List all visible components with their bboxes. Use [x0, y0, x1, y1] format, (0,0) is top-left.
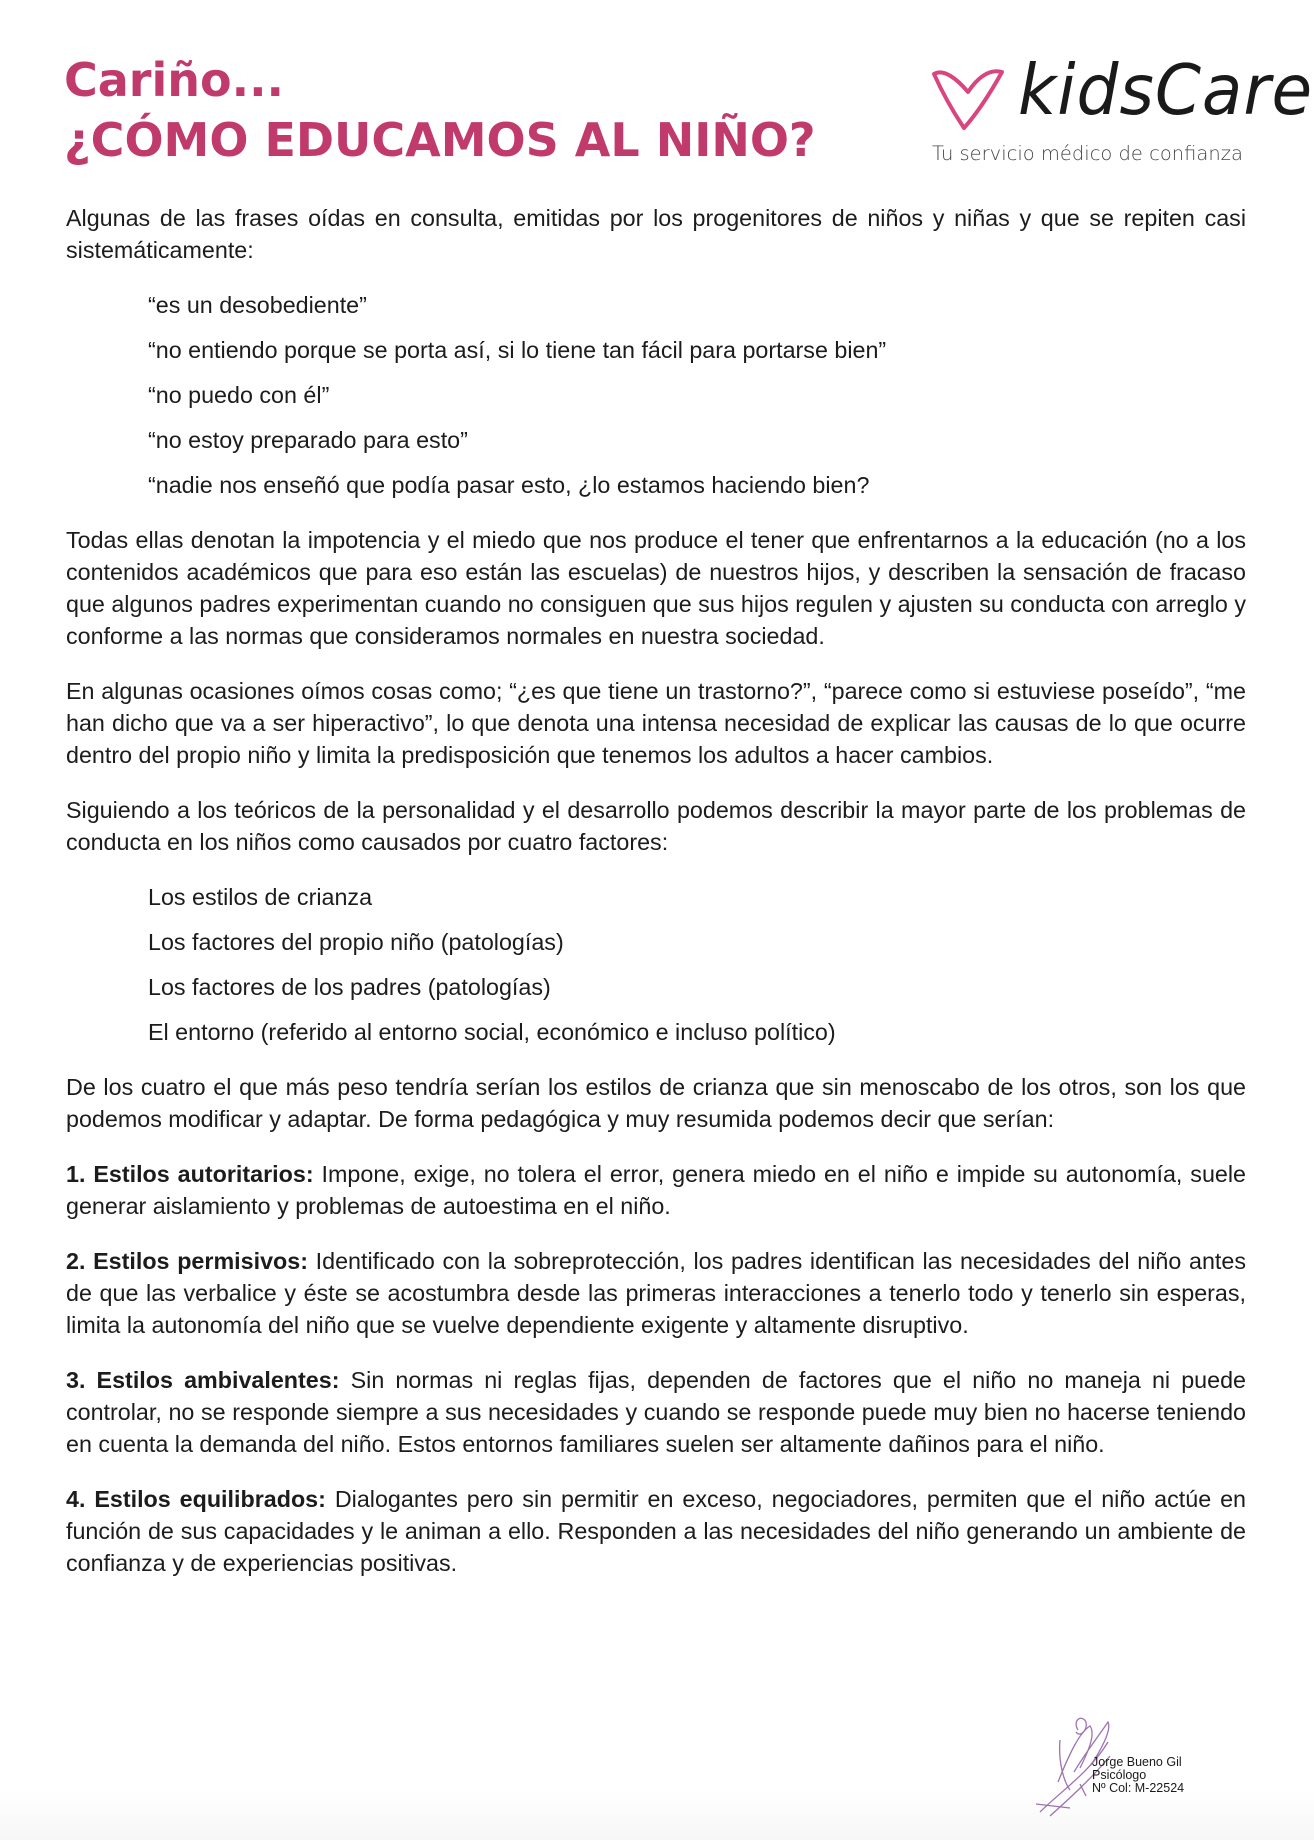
style-label: 1. Estilos autoritarios: — [66, 1161, 314, 1187]
style-authoritarian — [66, 1158, 1246, 1222]
kidscare-logo — [930, 50, 1314, 173]
brand-name: kidsCare — [1018, 50, 1314, 131]
signature-block — [1030, 1712, 1260, 1822]
document-body — [66, 202, 1246, 1602]
title-line-2: ¿CÓMO EDUCAMOS AL NIÑO? — [64, 113, 816, 167]
title-line-1: Cariño... — [64, 53, 285, 107]
style-description: Dialogantes pero sin permitir en exceso, negociadores, permiten que el niño actúe en función de sus capacidades y le animan a ello. Responden a las necesidades del niño generando un ambiente de confianza y de experiencias positivas. — [66, 1486, 1246, 1576]
style-label: 2. Estilos permisivos: — [66, 1248, 308, 1274]
factor-item: Los factores del propio niño (patologías) — [148, 929, 564, 955]
quotes-list — [66, 289, 1246, 501]
signer-role: Psicólogo — [1092, 1768, 1147, 1782]
intro-paragraph: Algunas de las frases oídas en consulta, emitidas por los progenitores de niños y niñas y que se repiten casi sistemáticamente: — [66, 205, 1246, 263]
quote-item: “es un desobediente” — [148, 292, 367, 318]
signer-license: Nº Col: M-22524 — [1092, 1781, 1185, 1795]
style-balanced — [66, 1483, 1246, 1579]
style-description: Sin normas ni reglas fijas, dependen de factores que el niño no maneja ni puede controlar, no se responde siempre a sus necesidades y cuando se responde puede muy bien no hacerse teniendo en cuenta la demanda del niño. Estos entornos familiares suelen ser altamente dañinos para el niño. — [66, 1367, 1247, 1457]
paragraph-examples: En algunas ocasiones oímos cosas como; “¿es que tiene un trastorno?”, “parece como si estuviese poseído”, “me han dicho que va a ser hiperactivo”, lo que denota una intensa necesidad de explicar las causas de lo que ocurre dentro del propio niño y limita la predisposición que tenemos los adultos a hacer cambios. — [66, 678, 1246, 768]
paragraph-impotence: Todas ellas denotan la impotencia y el miedo que nos produce el tener que enfrentarnos a la educación (no a los contenidos académicos que para eso están las escuelas) de nuestros hijos, y describen la sensación de fracaso que algunos padres experimentan cuando no consiguen que sus hijos regulen y ajusten su conducta con arreglo y conforme a las normas que consideramos normales en nuestra sociedad. — [66, 527, 1246, 649]
signer-name: Jorge Bueno Gil — [1092, 1755, 1182, 1769]
style-ambivalent — [66, 1364, 1246, 1460]
signature-text — [1092, 1756, 1184, 1795]
quote-item: “no estoy preparado para esto” — [148, 427, 468, 453]
quote-item: “nadie nos enseñó que podía pasar esto, ¿lo estamos haciendo bien? — [148, 472, 870, 498]
style-label: 3. Estilos ambivalentes: — [66, 1367, 340, 1393]
quote-item: “no puedo con él” — [148, 382, 330, 408]
style-label: 4. Estilos equilibrados: — [66, 1486, 326, 1512]
brand-tagline: Tu servicio médico de confianza — [932, 142, 1243, 165]
factor-item: Los factores de los padres (patologías) — [148, 974, 551, 1000]
style-description: Identificado con la sobreprotección, los padres identifican las necesidades del niño antes de que las verbalice y éste se acostumbra desde las primeras interacciones a tenerlo todo y tenerlo sin esperas, limita la autonomía del niño que se vuelve dependiente exigente y altamente disruptivo. — [66, 1248, 1246, 1338]
style-permissive — [66, 1245, 1246, 1341]
factor-item: El entorno (referido al entorno social, económico e incluso político) — [148, 1019, 836, 1045]
paragraph-styles-intro: De los cuatro el que más peso tendría serían los estilos de crianza que sin menoscabo de los otros, son los que podemos modificar y adaptar. De forma pedagógica y muy resumida podemos decir que serían: — [66, 1074, 1246, 1132]
quote-item: “no entiendo porque se porta así, si lo tiene tan fácil para portarse bien” — [148, 337, 887, 363]
factor-item: Los estilos de crianza — [148, 884, 373, 910]
paragraph-factors-intro: Siguiendo a los teóricos de la personalidad y el desarrollo podemos describir la mayor parte de los problemas de conducta en los niños como causados por cuatro factores: — [66, 797, 1246, 855]
heart-outline-icon — [930, 66, 1006, 132]
page-title — [64, 50, 816, 170]
style-description: Impone, exige, no tolera el error, genera miedo en el niño e impide su autonomía, suele generar aislamiento y problemas de autoestima en el niño. — [66, 1161, 1246, 1219]
factors-list — [66, 881, 1246, 1048]
